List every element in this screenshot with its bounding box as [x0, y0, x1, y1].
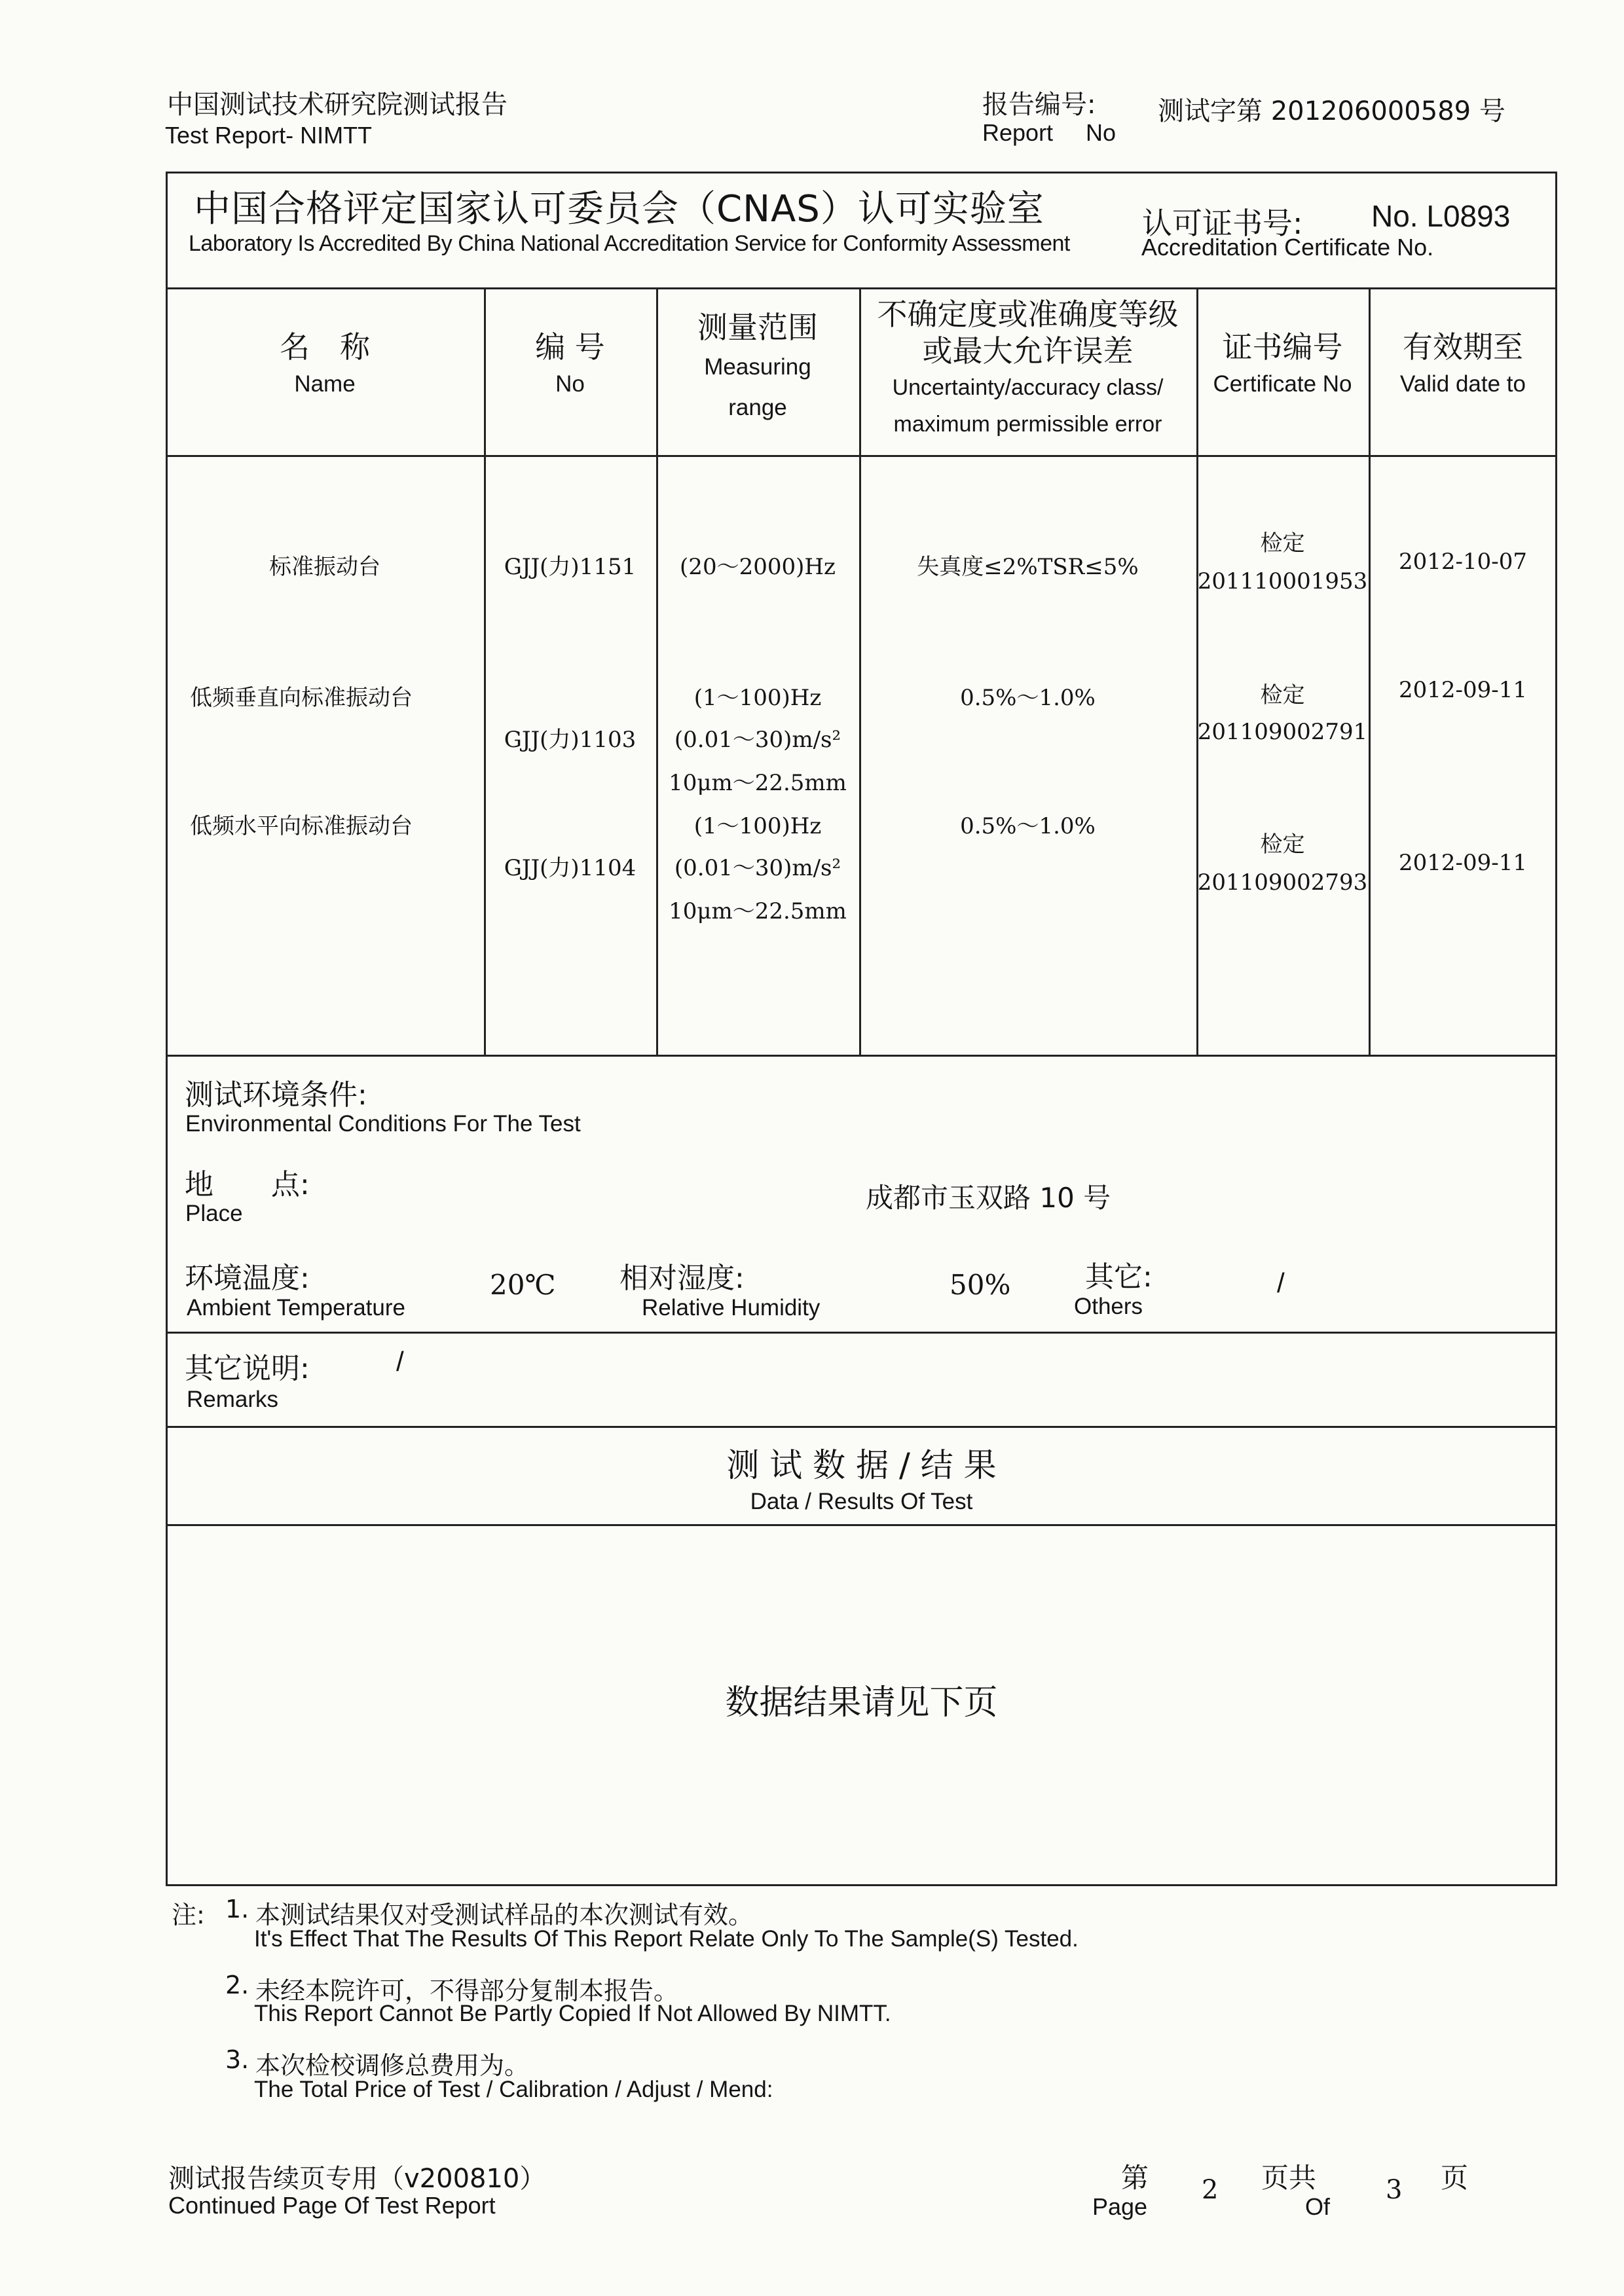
note-1-num: 1. [225, 1895, 249, 1923]
place-label-en: Place [185, 1201, 243, 1226]
table-row-1-no: GJJ(力)1151 [504, 554, 637, 580]
report-no-label-en: Report No [982, 119, 1116, 146]
remarks-value: / [396, 1346, 404, 1377]
table-row-3-no: GJJ(力)1104 [504, 855, 637, 881]
table-row-2-valid: 2012-09-11 [1398, 677, 1528, 703]
total-pages: 3 [1386, 2175, 1403, 2205]
col-divider [484, 287, 486, 1057]
footer-label-en: Continued Page Of Test Report [168, 2192, 496, 2219]
institute-title-en: Test Report- NIMTT [165, 122, 373, 149]
page-label-cn: 第 [1121, 2162, 1149, 2194]
table-row-3-range-accel: (0.01～30)m/s² [674, 855, 841, 881]
table-row-1-cert-no: 201110001953 [1197, 568, 1368, 594]
table-row-3-name: 低频水平向标准振动台 [190, 813, 413, 839]
remarks-label-cn: 其它说明: [185, 1352, 310, 1385]
table-header-divider [166, 455, 1557, 457]
note-2-cn: 未经本院许可，不得部分复制本报告。 [255, 1977, 679, 2005]
table-row-2-range-accel: (0.01～30)m/s² [674, 727, 841, 753]
remarks-divider [166, 1332, 1557, 1334]
page-number: 2 [1202, 2175, 1219, 2205]
end-label-cn: 页 [1441, 2162, 1469, 2194]
note-1-en: It's Effect That The Results Of This Report Relate Only To The Sample(S) Tested. [254, 1926, 1079, 1952]
footer-label-cn: 测试报告续页专用（v200810） [168, 2164, 546, 2194]
page-label-en: Page [1092, 2193, 1148, 2220]
table-row-2-accuracy: 0.5%～1.0% [960, 685, 1096, 711]
col-header-name: 名 称 Name [280, 329, 370, 397]
table-row-2-no: GJJ(力)1103 [504, 727, 637, 753]
table-row-1-accuracy: 失真度≤2%TSR≤5% [917, 554, 1139, 580]
cnas-title-cn: 中国合格评定国家认可委员会（CNAS）认可实验室 [194, 188, 1044, 230]
table-row-3-cert-no: 201109002793 [1197, 869, 1368, 896]
humidity-value: 50% [950, 1269, 1011, 1301]
of-label-cn: 页共 [1261, 2162, 1317, 2194]
cnas-title-en: Laboratory Is Accredited By China National Accreditation Service for Conformity Assessment [189, 231, 1070, 256]
table-row-1-valid: 2012-10-07 [1398, 549, 1528, 575]
results-title-cn: 测 试 数 据 / 结 果 [726, 1446, 997, 1484]
table-row-1-name: 标准振动台 [269, 554, 380, 580]
table-row-2-range-disp: 10μm～22.5mm [669, 770, 847, 796]
results-body: 数据结果请见下页 [725, 1683, 998, 1722]
col-header-cert: 证书编号 Certificate No [1213, 329, 1352, 397]
remarks-label-en: Remarks [187, 1387, 279, 1412]
others-label-en: Others [1074, 1294, 1143, 1319]
table-row-2-cert-type: 检定 [1260, 682, 1305, 708]
note-3-en: The Total Price of Test / Calibration / Adjust / Mend: [254, 2077, 773, 2102]
col-header-accuracy: 不确定度或准确度等级 或最大允许误差 Uncertainty/accuracy class/ maximum permissible error [877, 297, 1179, 437]
note-2-num: 2. [225, 1971, 249, 1999]
humidity-label-cn: 相对湿度: [619, 1262, 745, 1295]
others-value: / [1277, 1267, 1285, 1298]
place-value: 成都市玉双路 10 号 [866, 1182, 1111, 1214]
table-row-1-range: (20～2000)Hz [680, 554, 836, 580]
others-label-cn: 其它: [1085, 1260, 1153, 1294]
results-title-divider [166, 1426, 1557, 1428]
report-no-value: 测试字第 201206000589 号 [1158, 96, 1505, 126]
col-header-range: 测量范围 Measuring range [697, 310, 818, 420]
note-1-cn: 本测试结果仅对受测试样品的本次测试有效。 [255, 1901, 754, 1929]
environment-title-cn: 测试环境条件: [185, 1078, 367, 1112]
institute-title-cn: 中国测试技术研究院测试报告 [167, 90, 507, 120]
note-2-en: This Report Cannot Be Partly Copied If Not Allowed By NIMTT. [254, 2001, 891, 2026]
table-row-3-range-freq: (1～100)Hz [693, 813, 822, 839]
place-label-cn: 地 点: [185, 1168, 310, 1201]
table-row-3-cert-type: 检定 [1260, 831, 1305, 858]
col-header-valid: 有效期至 Valid date to [1400, 329, 1526, 397]
note-3-cn: 本次检校调修总费用为。 [255, 2051, 530, 2080]
table-row-2-name: 低频垂直向标准振动台 [190, 685, 413, 711]
temp-value: 20℃ [490, 1269, 556, 1301]
cert-label-cn: 认可证书号: [1142, 206, 1303, 241]
results-body-divider [166, 1524, 1557, 1526]
of-label-en: Of [1305, 2193, 1331, 2220]
note-3-num: 3. [225, 2045, 249, 2074]
table-row-3-range-disp: 10μm～22.5mm [669, 898, 847, 924]
col-divider [1196, 287, 1198, 1057]
temp-label-cn: 环境温度: [185, 1262, 310, 1295]
table-row-3-accuracy: 0.5%～1.0% [960, 813, 1096, 839]
table-row-2-range-freq: (1～100)Hz [693, 685, 822, 711]
environment-title-en: Environmental Conditions For The Test [185, 1111, 581, 1137]
accreditation-box [166, 172, 1557, 289]
cert-label-en: Accreditation Certificate No. [1141, 234, 1434, 261]
notes-prefix: 注: [172, 1901, 205, 1929]
table-row-1-cert-type: 检定 [1260, 530, 1305, 556]
humidity-label-en: Relative Humidity [642, 1295, 821, 1321]
report-no-label-cn: 报告编号: [982, 90, 1096, 120]
table-row-2-cert-no: 201109002791 [1197, 719, 1368, 745]
col-header-no: 编 号 No [535, 329, 605, 397]
cert-value: No. L0893 [1371, 199, 1511, 233]
col-divider [1369, 287, 1371, 1057]
temp-label-en: Ambient Temperature [187, 1295, 405, 1321]
table-row-3-valid: 2012-09-11 [1398, 850, 1528, 876]
results-title-en: Data / Results Of Test [750, 1489, 973, 1514]
